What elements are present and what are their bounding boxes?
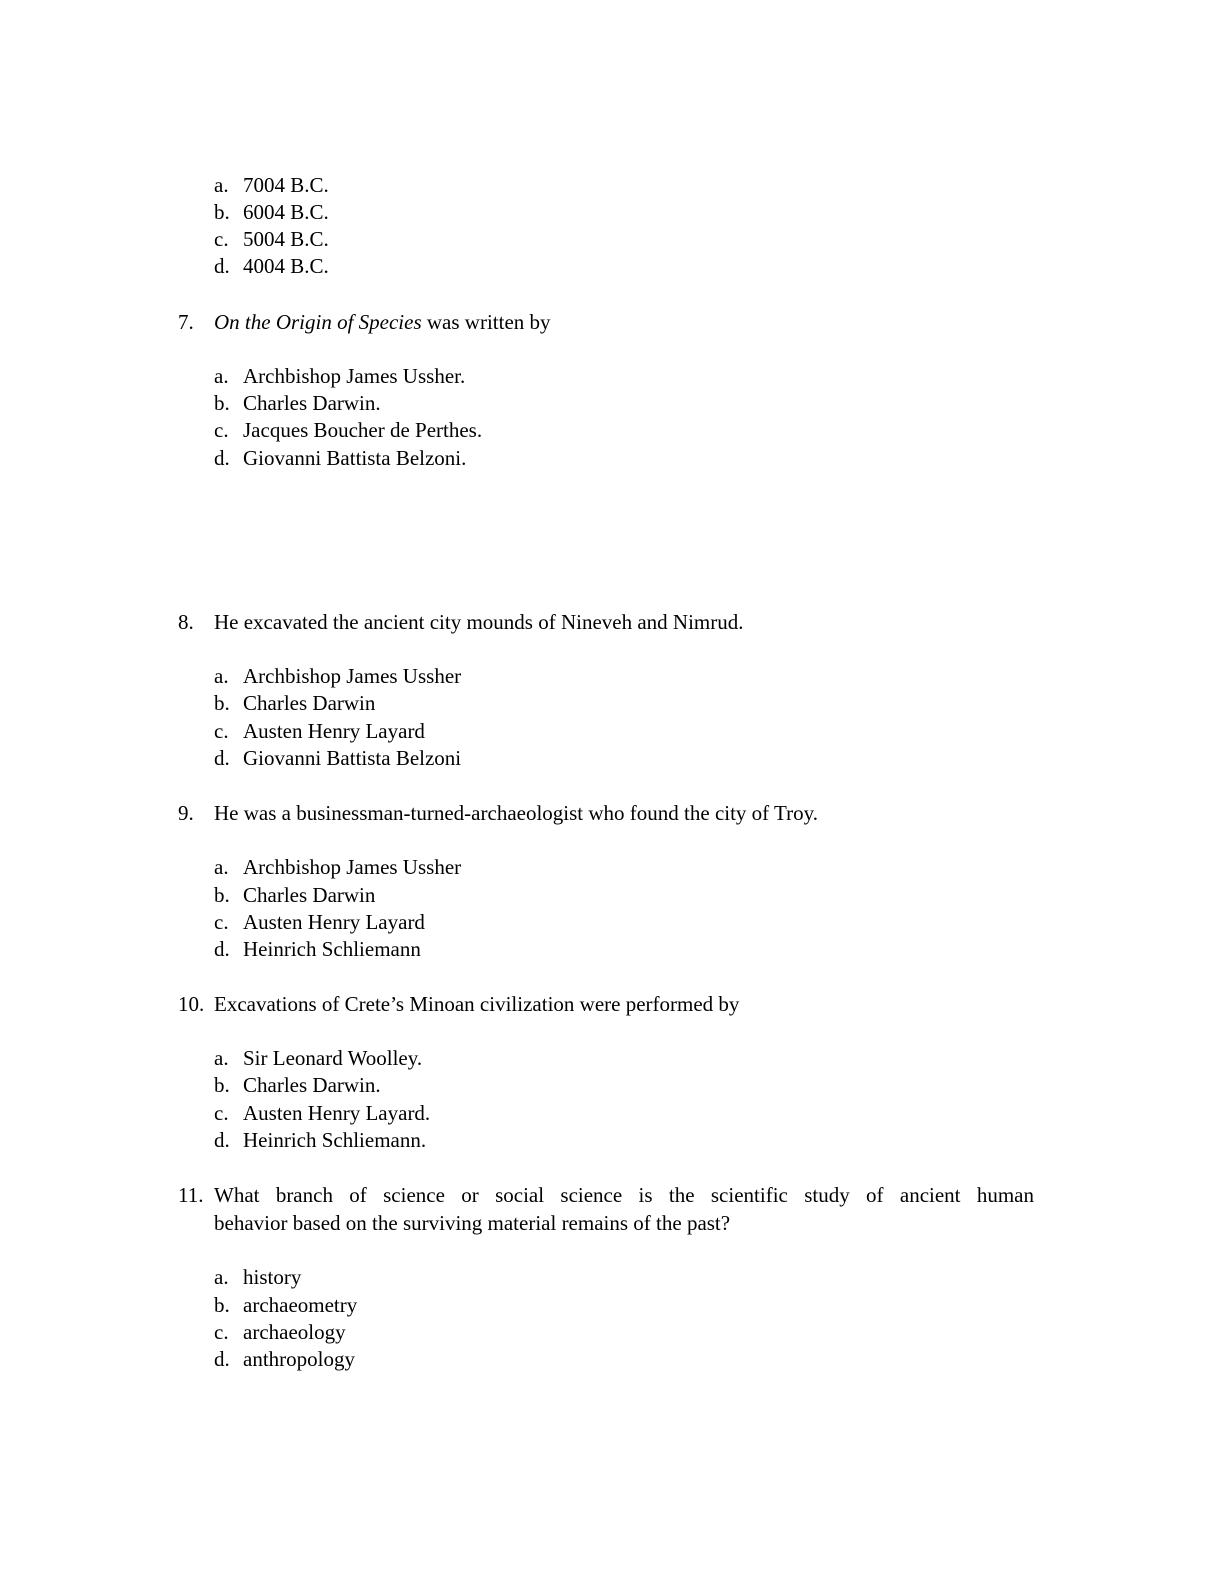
question-7-text: On the Origin of Species was written by (214, 310, 551, 334)
question-11-text: What branch of science or social science is the scientific study of ancient human behavior based on the surviving material remains of the past? (214, 1183, 1034, 1235)
